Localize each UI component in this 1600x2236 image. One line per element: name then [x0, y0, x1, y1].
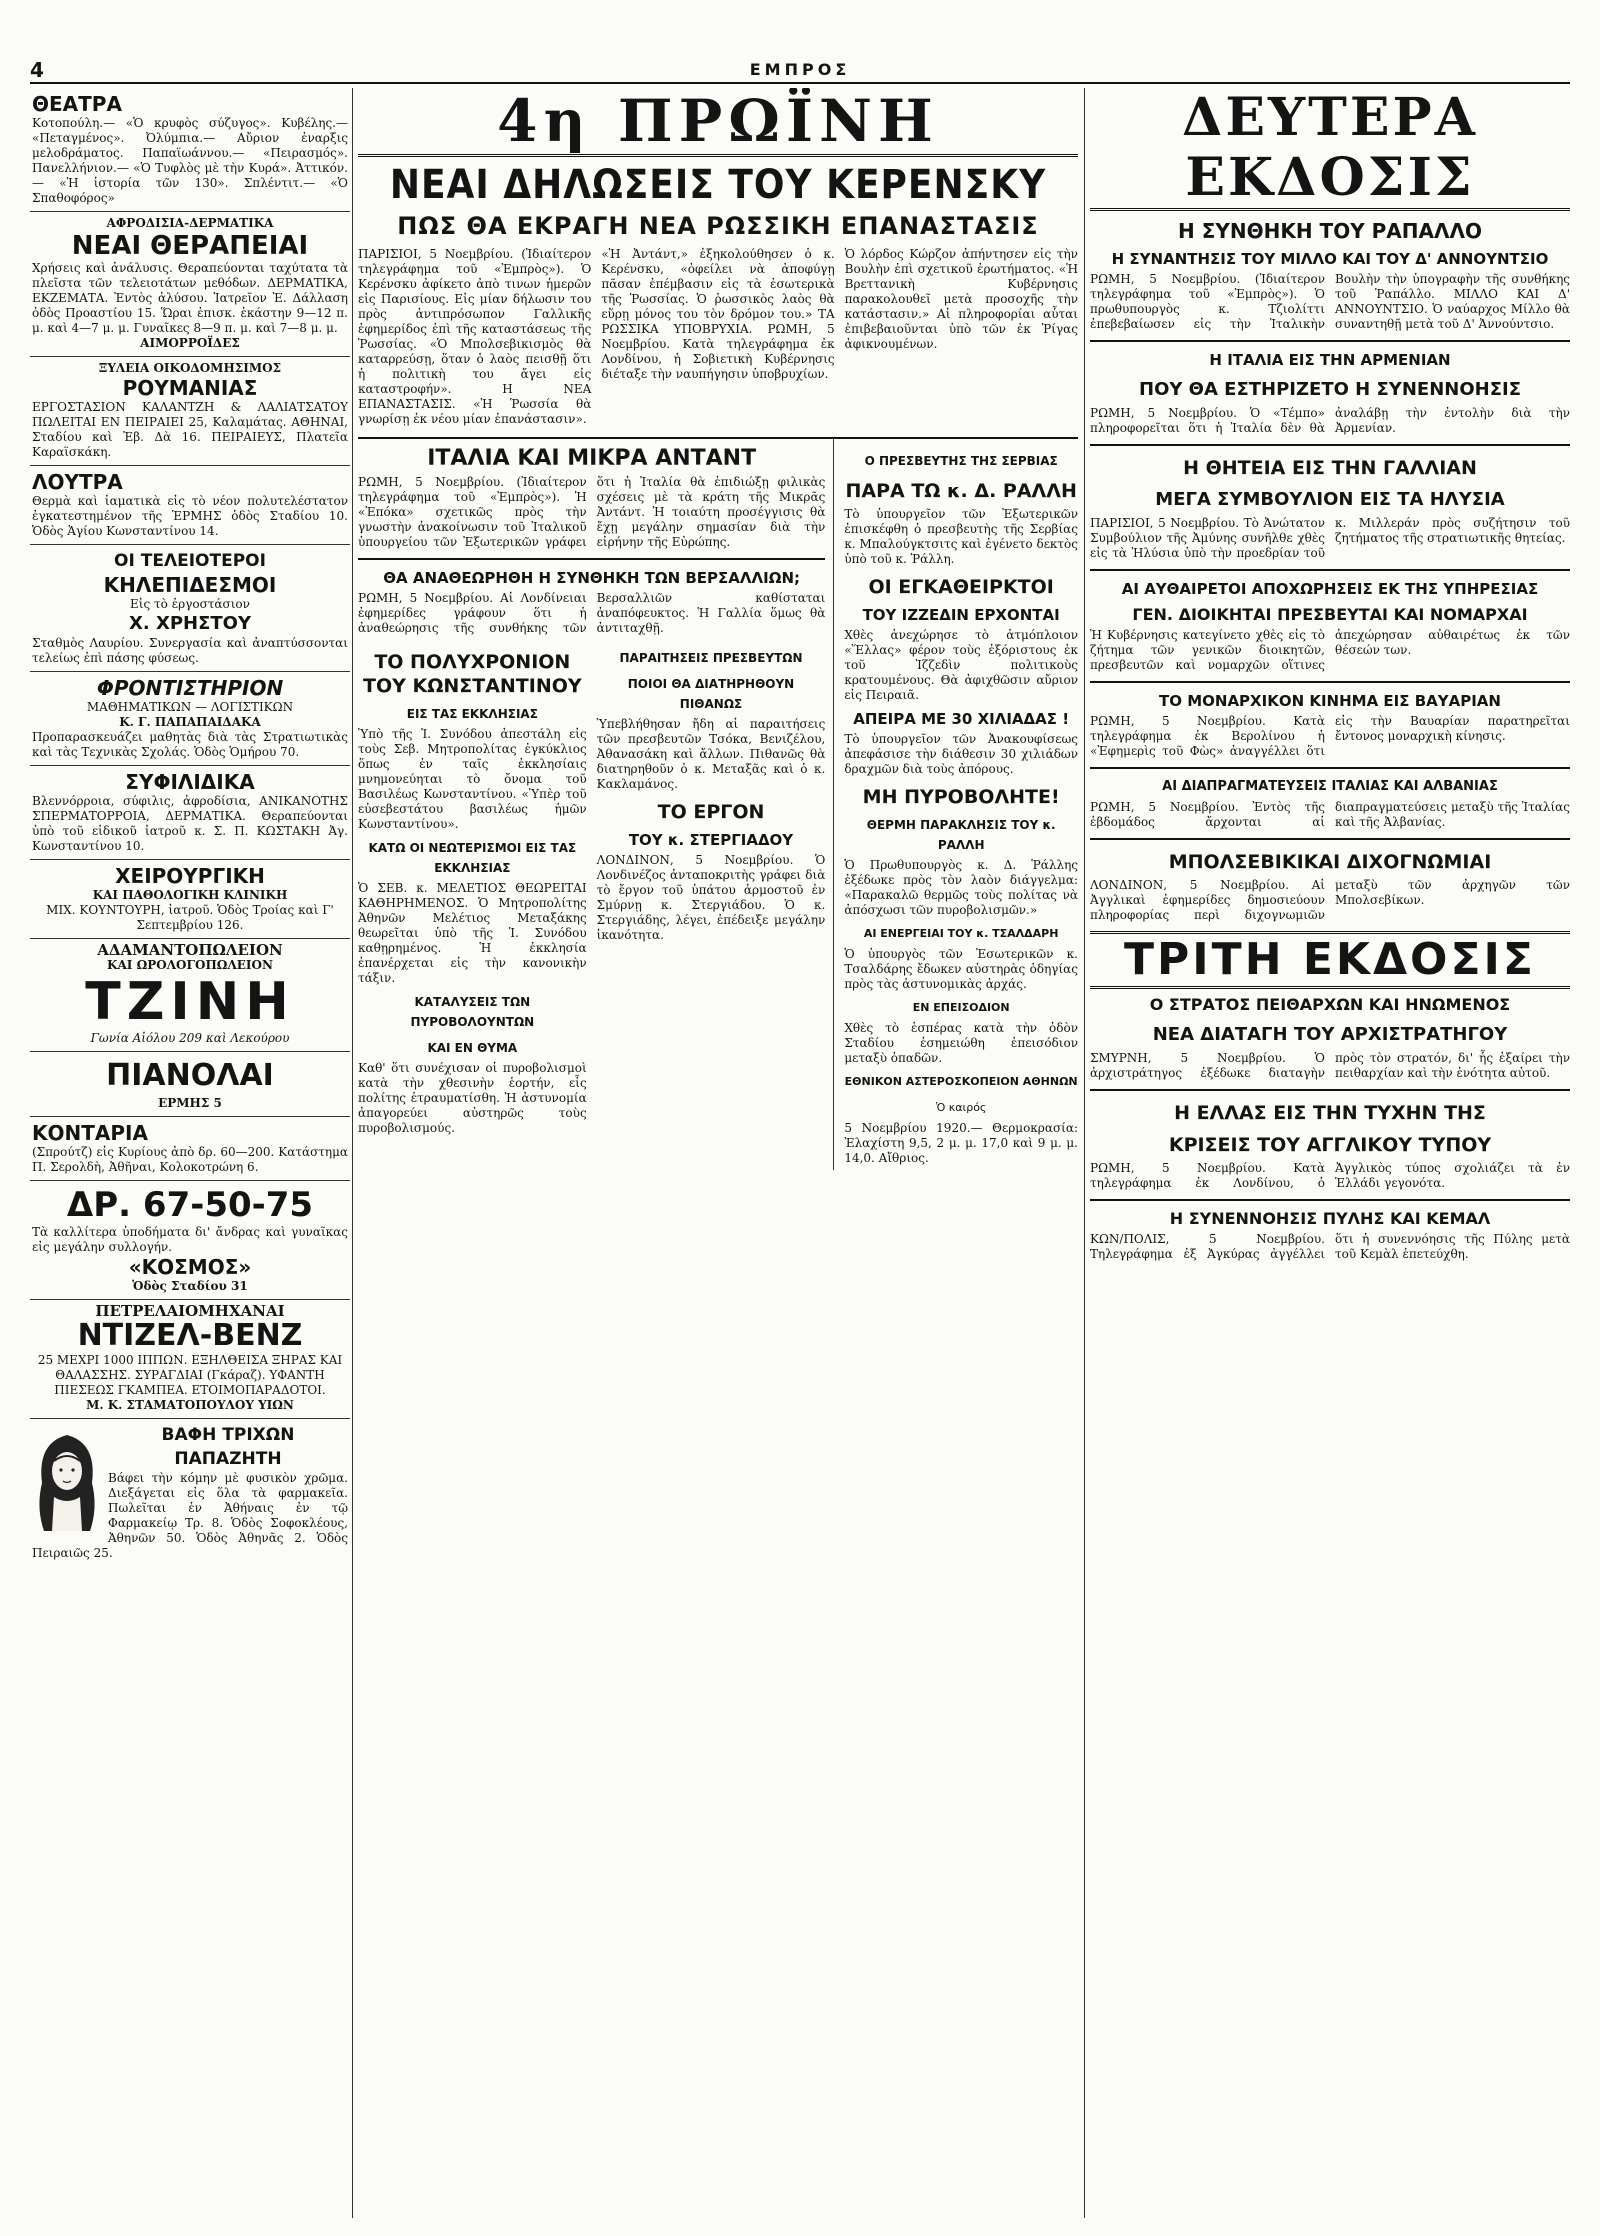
column-divider	[352, 88, 353, 2218]
paper-name: ΕΜΠΡΟΣ	[749, 60, 851, 79]
kemal-text: ΚΩΝ/ΠΟΛΙΣ, 5 Νοεμβρίου. Τηλεγράφημα ἐξ Ἀγκύρας ἀγγέλλει ὅτι ἡ συνεννόησις τῆς Πύλης μετὰ τοῦ Κεμὰλ ἐπετεύχθη.	[1090, 1232, 1570, 1261]
ad-title: ΑΔΑΜΑΝΤΟΠΩΛΕΙΟΝ	[97, 941, 283, 959]
theatre-listings	[30, 88, 350, 212]
ad-sub: ΚΑΙ ΠΑΘΟΛΟΓΙΚΗ ΚΛΙΝΙΚΗ	[92, 888, 288, 902]
ad-sub: ΜΑΘΗΜΑΤΙΚΩΝ — ΛΟΓΙΣΤΙΚΩΝ	[86, 700, 294, 714]
asteroskopeio-text: 5 Νοεμβρίου 1920.— Θερμοκρασία: Ἐλαχίστη 9,5, 2 μ. μ. 17,0 καὶ 9 μ. μ. 14,0. Αἴθριος.	[844, 1121, 1078, 1165]
armenia-section	[1090, 340, 1570, 436]
masthead-rule	[30, 82, 1570, 84]
woman-portrait-icon	[32, 1423, 102, 1533]
ellas-text: ΡΩΜΗ, 5 Νοεμβρίου. Κατὰ τηλεγράφημα ἐκ Λονδίνου, ὁ Ἀγγλικὸς τύπος σχολιάζει τὰ ἐν Ἑλλάδι γεγονότα.	[1090, 1161, 1570, 1190]
ad-tzini	[30, 939, 350, 1052]
ellas-sub: ΚΡΙΣΕΙΣ ΤΟΥ ΑΓΓΛΙΚΟΥ ΤΥΠΟΥ	[1168, 1134, 1492, 1156]
kemal-section	[1090, 1199, 1570, 1262]
ad-text: Βλεννόρροια, σύφιλις, ἀφροδίσια, ΑΝΙΚΑΝΟΤΗΣ ΣΠΕΡΜΑΤΟΡΡΟΙΑ, ΔΕΡΜΑΤΙΚΑ. Θεραπεύονται ὑπὸ τοῦ εἰδικοῦ ἰατροῦ κ. Σ. Π. ΚΩΣΤΑΚΗ Ἀγ. Κωνσταντίνου 10.	[32, 794, 348, 853]
ad-text: 25 ΜΕΧΡΙ 1000 ΙΠΠΩΝ. ΕΞΗΛΘΕΙΣΑ ΞΗΡΑΣ ΚΑΙ ΘΑΛΑΣΣΗΣ. ΣΥΡΑΓΔΙΑΙ (Γκάραζ). ΥΦΑΝΤΗ ΠΙΕΣΕΩΣ ΓΚΑΜΠΕΑ. ΕΤΟΙΜΟΠΑΡΑΔΟΤΟΙ.	[37, 1353, 343, 1397]
column-divider	[1084, 88, 1085, 2218]
bolshevik-section	[1090, 838, 1570, 923]
episodion-title: ΕΝ ΕΠΕΙΣΟΔΙΟΝ	[912, 1001, 1010, 1014]
sub-columns	[358, 642, 825, 1140]
bolshevik-title: ΜΠΟΛΣΕΒΙΚΙΚΑΙ ΔΙΧΟΓΝΩΜΙΑΙ	[1168, 851, 1492, 873]
ergon-title: ΤΟ ΕΡΓΟΝ	[657, 801, 765, 823]
albania-text: ΡΩΜΗ, 5 Νοεμβρίου. Ἐντὸς τῆς ἑβδομάδος ἄρχονται αἱ διαπραγματεύσεις μεταξὺ τῆς Ἰταλίας καὶ τῆς Ἀλβανίας.	[1090, 800, 1570, 829]
versailles-text: ΡΩΜΗ, 5 Νοεμβρίου. Αἱ Λονδίνειαι ἐφημερίδες γράφουν ὅτι ἡ ἀναθεώρησις τῆς συνθήκης τῶν Βερσαλλιῶν καθίσταται ἀναπόφευκτος. Ἡ Γαλλία ὅμως θὰ ἀντιταχθῇ.	[358, 591, 826, 635]
ad-title: ΣΥΦΙΛΙΔΙΚΑ	[125, 770, 255, 794]
sub-column-left	[358, 642, 587, 1140]
kataliseis-text: Καθ' ὅτι συνέχισαν οἱ πυροβολισμοὶ κατὰ τὴν χθεσινὴν ἑορτήν, εἷς πολίτης ἐτραυματίσθη. Ἡ ἀστυνομία ἀπαγορεύει αὐστηρῶς τοὺς πυροβολισμούς.	[358, 1061, 587, 1135]
ads-column	[30, 88, 350, 2218]
izzedin-sub: ΤΟΥ ΙΖΖΕΔΙΝ ΕΡΧΟΝΤΑΙ	[862, 606, 1060, 624]
ad-syfilidika	[30, 766, 350, 860]
edition-banner: 4η ΠΡΩΪΝΗ	[358, 88, 1078, 157]
neoterismoi-title: ΚΑΤΩ ΟΙ ΝΕΩΤΕΡΙΣΜΟΙ ΕΙΣ ΤΑΣ ΕΚΚΛΗΣΙΑΣ	[368, 841, 577, 875]
neoterismoi-text: Ὁ ΣΕΒ. κ. ΜΕΛΕΤΙΟΣ ΘΕΩΡΕΙΤΑΙ ΚΑΘΗΡΗΜΕΝΟΣ. Ὁ Μητροπολίτης Ἀθηνῶν Μελέτιος Μεταξάκης θεωρεῖται ὑπὸ τῆς Ἱ. Συνόδου καθῃρημένος. Ἡ ἐκκλησία ἐπανέρχεται εἰς τὴν κανονικὴν τάξιν.	[358, 881, 587, 985]
ad-pianolai	[30, 1052, 350, 1117]
ad-text: Θερμὰ καὶ ἰαματικὰ εἰς τὸ νέον πολυτελέστατον ἐγκατεστημένον τῆς ἙΡΜΗΣ ὁδὸς Σταδίου 10. Ὁδὸς Ἁγίου Κωνσταντίνου 14.	[32, 494, 348, 538]
rapallo-sub: Η ΣΥΝΑΝΤΗΣΙΣ ΤΟΥ ΜΙΛΛΟ ΚΑΙ ΤΟΥ Δ' ΑΝΝΟΥΝΤΣΙΟ	[1111, 250, 1549, 268]
apoxoriseis-text: Ἡ Κυβέρνησις κατεγίνετο χθὲς εἰς τὸ ζήτημα τῶν γενικῶν διοικητῶν, πρεσβευτῶν καὶ νομαρχῶν οἵτινες ἀπεχώρησαν αὐθαιρέτως ἐκ τῶν θέσεών των.	[1090, 628, 1570, 672]
apeira-title: ΑΠΕΙΡΑ ΜΕ 30 ΧΙΛΙΑΔΑΣ !	[853, 710, 1070, 728]
asteroskopeio-title: ΕΘΝΙΚΟΝ ΑΣΤΕΡΟΣΚΟΠΕΙΟΝ ΑΘΗΝΩΝ	[844, 1075, 1078, 1088]
edition-banner: ΔΕΥΤΕΡΑ ΕΚΔΟΣΙΣ	[1090, 88, 1570, 211]
ad-name: Χ. ΧΡΗΣΤΟΥ	[128, 613, 252, 634]
main-headline: ΝΕΑΙ ΔΗΛΩΣΕΙΣ ΤΟΥ ΚΕΡΕΝΣΚΥ	[389, 162, 1047, 208]
constantine-title: ΤΟ ΠΟΛΥΧΡΟΝΙΟΝ ΤΟΥ ΚΩΝΣΤΑΝΤΙΝΟΥ	[363, 651, 582, 697]
armenia-sub: ΠΟΥ ΘΑ ΕΣΤΗΡΙΖΕΤΟ Η ΣΥΝΕΝΝΟΗΣΙΣ	[1139, 379, 1521, 400]
ad-text: (Σπρούτζ) εἰς Κυρίους ἀπὸ δρ. 60—200. Κατάστημα Π. Σερολδὴ, Ἀθῆναι, Κολοκοτρώνη 6.	[32, 1145, 348, 1174]
ad-title: ΒΑΦΗ ΤΡΙΧΩΝ	[161, 1425, 295, 1445]
italy-text: ΡΩΜΗ, 5 Νοεμβρίου. (Ἰδιαίτερον τηλεγράφημα τοῦ «Ἐμπρὸς»). Ἡ «Ἐπόκα» σχετικῶς πρὸς τὴν γνωστὴν ἀνακοίνωσιν τοῦ Ἰταλικοῦ ὑπουργείου τῶν Ἐξωτερικῶν γράφει ὅτι ἡ Ἰταλία θὰ ἐπιδιώξῃ φιλικὰς σχέσεις μὲ τὰ κράτη τῆς Μικρᾶς Ἀντάντ. Ἡ τοιαύτη προσέγγισις θὰ ἔχῃ μεγάλην σημασίαν διὰ τὴν εἰρήνην τῆς Εὐρώπης.	[358, 475, 826, 549]
theatre-title: ΘΕΑΤΡΑ	[32, 92, 122, 116]
ad-title: ΑΦΡΟΔΙΣΙΑ-ΔΕΡΜΑΤΙΚΑ	[106, 216, 274, 230]
ad-sub: Εἰς τὸ ἐργοστάσιον	[130, 597, 250, 611]
bavaria-title: ΤΟ ΜΟΝΑΡΧΙΚΟΝ ΚΙΝΗΜΑ ΕΙΣ ΒΑΥΑΡΙΑΝ	[1159, 692, 1501, 710]
ad-highlight: ΑΙΜΟΡΡΟΪΔΕΣ	[140, 336, 240, 350]
stratos-sub: ΝΕΑ ΔΙΑΤΑΓΗ ΤΟΥ ΑΡΧΙΣΤΡΑΤΗΓΟΥ	[1152, 1024, 1508, 1045]
main-column	[358, 88, 1078, 2218]
ad-text: Χρήσεις καὶ ἀνάλυσις. Θεραπεύονται ταχύτατα τὰ πλεῖστα τῶν τελειοτάτων μεθόδων. ΔΕΡΜΑΤΙΚΑ, ΕΚΖΕΜΑΤΑ. Ἐντὸς ἀλύσου. Ἰατρεῖον Ἐ. Δάλλαση ὁδὸς Προαστίου 15. Ὥραι ἐπισκ. ἑκάστην 9—12 π. μ. καὶ 4—7 μ. μ. Γυναῖκες 8—9 π. μ. καὶ 7—8 μ. μ.	[32, 261, 348, 335]
main-subheadline: ΠΩΣ ΘΑ ΕΚΡΑΓΗ ΝΕΑ ΡΩΣΣΙΚΗ ΕΠΑΝΑΣΤΑΣΙΣ	[397, 212, 1039, 240]
lower-main	[358, 437, 1078, 1170]
ad-title: ΧΕΙΡΟΥΡΓΙΚΗ	[115, 864, 265, 888]
ad-headline: ΝΕΑΙ ΘΕΡΑΠΕΙΑΙ	[71, 231, 309, 261]
lower-right	[844, 439, 1078, 1170]
armenia-title: Η ΙΤΑΛΙΑ ΕΙΣ ΤΗΝ ΑΡΜΕΝΙΑΝ	[1209, 351, 1451, 369]
ad-vafi-trixon	[30, 1419, 350, 1566]
ad-kilepidesmoi	[30, 545, 350, 672]
kataliseis-sub: ΚΑΙ ΕΝ ΘΥΜΑ	[427, 1041, 518, 1055]
ad-name: Κ. Γ. ΠΑΠΑΠΑΙΔΑΚΑ	[119, 715, 261, 729]
versailles-title: ΘΑ ΑΝΑΘΕΩΡΗΘΗ Η ΣΥΝΘΗΚΗ ΤΩΝ ΒΕΡΣΑΛΛΙΩΝ;	[383, 569, 801, 587]
ad-text: ΜΙΧ. ΚΟΥΝΤΟΥΡΗ, ἰατροῦ. Ὁδὸς Τροίας καὶ Γ' Σεπτεμβρίου 126.	[46, 903, 334, 932]
ad-text: Προπαρασκευάζει μαθητὰς διὰ τὰς Στρατιωτικὰς καὶ τὰς Τεχνικὰς Σχολάς. Ὁδὸς Ὁμήρου 70.	[32, 730, 348, 759]
ad-headline: ΔΡ. 67-50-75	[66, 1185, 314, 1225]
albania-section	[1090, 767, 1570, 830]
izzedin-title: ΟΙ ΕΓΚΑΘΕΙΡΚΤΟΙ	[868, 576, 1054, 598]
bavaria-section	[1090, 681, 1570, 759]
ad-name: ΠΑΠΑΖΗΤΗ	[174, 1449, 282, 1469]
apoxoriseis-title: ΑΙ ΑΥΘΑΙΡΕΤΟΙ ΑΠΟΧΩΡΗΣΕΙΣ ΕΚ ΤΗΣ ΥΠΗΡΕΣΙΑΣ	[1121, 580, 1539, 598]
ad-sub: ΕΡΜΗΣ 5	[158, 1096, 222, 1110]
ad-frontistirion	[30, 672, 350, 766]
ad-headline: ΚΗΛΕΠΙΔΕΣΜΟΙ	[103, 573, 277, 597]
ad-kontaria	[30, 1117, 350, 1181]
apeira-text: Τὸ ὑπουργεῖον τῶν Ἀνακουφίσεως ἀπεφάσισε τὴν διάθεσιν 30 χιλιάδων δραχμῶν διὰ τοὺς ἀπόρους.	[844, 732, 1078, 776]
ad-title: ΟΙ ΤΕΛΕΙΟΤΕΡΟΙ	[114, 551, 266, 571]
thiteia-title: Η ΘΗΤΕΙΑ ΕΙΣ ΤΗΝ ΓΑΛΛΙΑΝ	[1183, 457, 1477, 479]
ad-text: ΕΡΓΟΣΤΑΣΙΟΝ ΚΑΛΑΝΤΖΗ & ΛΑΛΙΑΤΣΑΤΟΥ ΠΩΛΕΙΤΑΙ ΕΝ ΠΕΙΡΑΙΕΙ 25, Καλαμάτας. ΑΘΗΝΑΙ, Σταδίου καὶ Ἐβ. Δὰ 16. ΠΕΙΡΑΙΕΥΣ, Πλατεῖα Καραϊσκάκη.	[32, 400, 348, 459]
mi-text: Ὁ Πρωθυπουργὸς κ. Δ. Ῥάλλης ἐξέδωκε πρὸς τὸν λαὸν διάγγελμα: «Παρακαλῶ θερμῶς τοὺς πολίτας νὰ ἀπόσχωσι τῶν πυροβολισμῶν.»	[844, 858, 1078, 917]
article-text: ΠΑΡΙΣΙΟΙ, 5 Νοεμβρίου. (Ἰδιαίτερον τηλεγράφημα τοῦ «Ἐμπρὸς»). Ὁ Κερένσκυ ἀφίκετο ἀπὸ τινων ἡμερῶν εἰς Παρισίους. Εἰς μίαν δήλωσιν του πρὸς ἀντιπρόσωπον Γαλλικῆς ἐφημερίδος ἐπὶ τῆς καταστάσεως τῆς Ῥωσσίας. «Ὁ Μπολσεβικισμὸς θὰ καταρρεύσῃ, ὅταν ὁ λαὸς πεισθῇ ὅτι ἡ πολιτικὴ του ἄγει εἰς καταστροφήν». Η ΝΕΑ ΕΠΑΝΑΣΤΑΣΙΣ. «Ἡ Ῥωσσία θὰ γνωρίσῃ ἐκ νέου μίαν ἐπανάστασιν».	[358, 247, 592, 426]
ad-address: Ὁδὸς Σταδίου 31	[132, 1279, 248, 1293]
episodion-text: Χθὲς τὸ ἑσπέρας κατὰ τὴν ὁδὸν Σταδίου ἐσημειώθη ἐπεισόδιον μεταξὺ ὀπαδῶν.	[844, 1021, 1078, 1065]
ad-headline: ΤΖΙΝΗ	[85, 972, 295, 1032]
thiteia-text: ΠΑΡΙΣΙΟΙ, 5 Νοεμβρίου. Τὸ Ἀνώτατον Συμβούλιον τῆς Ἀμύνης συνῆλθε χθὲς εἰς τὰ Ἠλύσια ὑπὸ τὴν προεδρίαν τοῦ κ. Μιλλεράν πρὸς συζήτησιν τοῦ ζητήματος τῆς στρατιωτικῆς θητείας.	[1090, 516, 1570, 560]
albania-title: ΑΙ ΔΙΑΠΡΑΓΜΑΤΕΥΣΕΙΣ ΙΤΑΛΙΑΣ ΚΑΙ ΑΛΒΑΝΙΑΣ	[1162, 779, 1498, 794]
ad-text: Βάφει τὴν κόμην μὲ φυσικὸν χρῶμα. Διεξάγεται εἰς ὅλα τὰ φαρμακεῖα. Πωλεῖται ἐν Ἀθήναις ἐν τῷ Φαρμακείῳ Τρ. 8. Ὁδὸς Σοφοκλέους, Ἀθηνῶν 50. Ὁδὸς Ἀθηνᾶς 2. Ὁδὸς Πειραιῶς 25.	[32, 1471, 348, 1560]
kerensky-article	[358, 247, 1078, 431]
rapallo-text: ΡΩΜΗ, 5 Νοεμβρίου. (Ἰδιαίτερον τηλεγράφημα τοῦ «Ἐμπρὸς»). Ὁ πρωθυπουργὸς κ. Τζιολίττι ἐπεβεβαίωσεν εἰς τὴν Ἰταλικὴν Βουλὴν τὴν ὑπογραφὴν τῆς συνθήκης τοῦ Ῥαπάλλο. ΜΙΛΛΟ ΚΑΙ Δ' ΑΝΝΟΥΝΤΣΙΟ. Ὁ ναύαρχος Μίλλο θὰ συναντηθῇ μετὰ τοῦ Δ' Ἀννούντσιο.	[1090, 272, 1570, 331]
second-edition-column	[1090, 88, 1570, 2218]
ad-text: Τὰ καλλίτερα ὑποδήματα δι' ἄνδρας καὶ γυναῖκας εἰς μεγάλην συλλογήν.	[32, 1225, 348, 1254]
pres-title: ΠΑΡΑΙΤΗΣΕΙΣ ΠΡΕΣΒΕΥΤΩΝ	[619, 651, 803, 665]
lower-left	[358, 439, 834, 1170]
pres-text: Ὑπεβλήθησαν ἤδη αἱ παραιτήσεις τῶν πρεσβευτῶν Τσόκα, Βενιζέλου, Ἀθανασάκη καὶ ἄλλων. Πιθανῶς θὰ διατηρηθοῦν ὁ κ. Μεταξᾶς καὶ ὁ κ. Κακλαμάνος.	[596, 717, 826, 791]
ad-name: «ΚΟΣΜΟΣ»	[128, 1255, 252, 1279]
ad-title: ΠΕΤΡΕΛΑΙΟΜΗΧΑΝΑΙ	[95, 1302, 285, 1320]
constantine-text: Ὑπὸ τῆς Ἱ. Συνόδου ἀπεστάλη εἰς τοὺς Σεβ. Μητροπολίτας ἐγκύκλιος ὅπως ἐν ταῖς ἐκκλησίαις μνημονεύηται τὸ ὄνομα τοῦ Βασιλέως Κωνσταντίνου. «Ὑπὲρ τοῦ εὐσεβεστάτου βασιλέως ἡμῶν Κωνσταντίνου».	[358, 727, 587, 831]
ad-title: ΦΡΟΝΤΙΣΤΗΡΙΟΝ	[96, 676, 284, 700]
bavaria-text: ΡΩΜΗ, 5 Νοεμβρίου. Κατὰ τηλεγράφημα ἐκ Βερολίνου ἡ «Ἐφημερὶς τοῦ Φὼς» ἀναγγέλλει ὅτι εἰς τὴν Βαυαρίαν παρατηρεῖται ἔντονος μοναρχικὴ κίνησις.	[1090, 714, 1570, 758]
sub-column-right	[597, 642, 826, 1140]
masthead	[30, 58, 1570, 80]
armenia-text: ΡΩΜΗ, 5 Νοεμβρίου. Ὁ «Τέμπο» πληροφορεῖται ὅτι ἡ Ἰταλία δὲν θὰ ἀναλάβῃ τὴν ἐντολὴν διὰ τὴν Ἀρμενίαν.	[1090, 406, 1570, 435]
ellas-section	[1090, 1089, 1570, 1191]
ad-name: Μ. Κ. ΣΤΑΜΑΤΟΠΟΥΛΟΥ ΥΙΩΝ	[86, 1398, 294, 1412]
serbia-title: Ο ΠΡΕΣΒΕΥΤΗΣ ΤΗΣ ΣΕΡΒΙΑΣ	[864, 454, 1058, 468]
serbia-text: Τὸ ὑπουργεῖον τῶν Ἐξωτερικῶν ἐπισκέφθη ὁ πρεσβευτὴς τῆς Σερβίας κ. Μπαλούγκτσιτς καὶ ἐγένετο δεκτὸς ὑπὸ τοῦ κ. Ῥάλλη.	[844, 507, 1078, 566]
asteroskopeio-sub: Ὁ καιρός	[935, 1101, 987, 1114]
versailles-section	[358, 558, 825, 636]
ad-text: Σταθμὸς Λαυρίου. Συνεργασία καὶ ἀναπτύσσονται τελείως ἐπὶ πάσης φύσεως.	[32, 636, 348, 665]
ad-headline: ΠΙΑΝΟΛΑΙ	[106, 1058, 274, 1093]
thiteia-sub: ΜΕΓΑ ΣΥΜΒΟΥΛΙΟΝ ΕΙΣ ΤΑ ΗΛΥΣΙΑ	[1155, 489, 1505, 510]
ad-diesel	[30, 1300, 350, 1419]
italy-title: ΙΤΑΛΙΑ ΚΑΙ ΜΙΚΡΑ ΑΝΤΑΝΤ	[427, 446, 757, 471]
kataliseis-title: ΚΑΤΑΛΥΣΕΙΣ ΤΩΝ ΠΥΡΟΒΟΛΟΥΝΤΩΝ	[410, 995, 535, 1029]
apoxoriseis-section	[1090, 569, 1570, 673]
ad-xeirourgiki	[30, 860, 350, 939]
ad-xyleia	[30, 357, 350, 466]
ad-title: ΛΟΥΤΡΑ	[32, 470, 123, 494]
ad-title: ΚΟΝΤΑΡΙΑ	[32, 1121, 148, 1145]
ergon-text: ΛΟΝΔΙΝΟΝ, 5 Νοεμβρίου. Ὁ Λονδινέζος ἀνταποκριτὴς γράφει διὰ τὸ ἔργον τοῦ ὑπάτου ἀρμοστοῦ ἐν Σμύρνῃ κ. Στεργιάδου. Ὁ κ. Στεργιάδης, λέγει, ἐπέδειξε μεγάλην ἱκανότητα.	[596, 853, 826, 942]
apoxoriseis-sub: ΓΕΝ. ΔΙΟΙΚΗΤΑΙ ΠΡΕΣΒΕΥΤΑΙ ΚΑΙ ΝΟΜΑΡΧΑΙ	[1132, 605, 1528, 624]
ad-loutra	[30, 466, 350, 545]
ad-dermatika	[30, 212, 350, 357]
thiteia-section	[1090, 444, 1570, 561]
third-edition-banner: ΤΡΙΤΗ ΕΚΔΟΣΙΣ	[1090, 931, 1570, 989]
theatre-text: Κοτοπούλη.— «Ὁ κρυφὸς σύζυγος». Κυβέλης.— «Πεταγμένος». Ὀλύμπια.— Αὔριον ἐναρξις μελοδράματος. Παπαϊωάννου.— «Πειρασμός». Πανελλήνιον.— «Ὁ Τυφλὸς μὲ τὴν Κυρά». Ἀττικόν.— «Ἡ ἱστορία τῶν 130». Σπλέντιτ.— «Ὁ Σπαθοφόρος»	[32, 116, 348, 205]
kemal-title: Η ΣΥΝΕΝΝΟΗΣΙΣ ΠΥΛΗΣ ΚΑΙ ΚΕΜΑΛ	[1169, 1209, 1491, 1228]
ad-headline: ΡΟΥΜΑΝΙΑΣ	[122, 376, 258, 400]
ergon-sub: ΤΟΥ κ. ΣΤΕΡΓΙΑΔΟΥ	[628, 831, 794, 849]
ad-text: Γωνία Αἰόλου 209 καὶ Λεκούρου	[90, 1031, 290, 1045]
ad-headline: ΝΤΙΖΕΛ-ΒΕΝΖ	[77, 1318, 303, 1353]
mi-sub: ΘΕΡΜΗ ΠΑΡΑΚΛΗΣΙΣ ΤΟΥ κ. ΡΑΛΛΗ	[866, 818, 1056, 852]
serbia-sub: ΠΑΡΑ ΤΩ κ. Δ. ΡΑΛΛΗ	[845, 480, 1077, 502]
stratos-text: ΣΜΥΡΝΗ, 5 Νοεμβρίου. Ὁ ἀρχιστράτηγος ἐξέδωκε διαταγὴν πρὸς τὸν στρατόν, δι' ἧς ἐξαίρει τὴν πειθαρχίαν καὶ τὴν ἑνότητα αὐτοῦ.	[1090, 1051, 1570, 1080]
ellas-title: Η ΕΛΛΑΣ ΕΙΣ ΤΗΝ ΤΥΧΗΝ ΤΗΣ	[1174, 1102, 1486, 1124]
ad-title: ΞΥΛΕΙΑ ΟΙΚΟΔΟΜΗΣΙΜΟΣ	[98, 361, 282, 375]
bolshevik-text: ΛΟΝΔΙΝΟΝ, 5 Νοεμβρίου. Αἱ Ἀγγλικαὶ ἐφημερίδες δημοσιεύουν πληροφορίας περὶ διχογνωμιῶν μεταξὺ τῶν ἀρχηγῶν τῶν Μπολσεβίκων.	[1090, 878, 1570, 922]
stratos-title: Ο ΣΤΡΑΤΟΣ ΠΕΙΘΑΡΧΩΝ ΚΑΙ ΗΝΩΜΕΝΟΣ	[1149, 995, 1511, 1014]
izzedin-text: Χθὲς ἀνεχώρησε τὸ ἀτμόπλοιον «Ἕλλας» φέρον τοὺς ἐξόριστους ἐκ τοῦ Ἰζζεδὶν πολιτικοὺς κρατουμένους. Θὰ ἀφιχθῶσιν αὔριον εἰς Πειραιᾶ.	[844, 628, 1078, 702]
article-text: Ὁ λόρδος Κώρζον ἀπήντησεν εἰς τὴν Βουλὴν ἐπὶ σχετικοῦ ἐρωτήματος. «Ἡ Βρεττανικὴ Κυβέρνησις παρακολουθεῖ μετὰ προσοχῆς τὴν κατάστασιν.» Αἱ πληροφορίαι αὗται ἐπιβεβαιοῦνται ὑπὸ τῶν ἐκ Ῥίγας ἀφικνουμένων.	[844, 247, 1078, 351]
article-text: «Ἡ Ἀντάντ,» ἐξηκολούθησεν ὁ κ. Κερένσκυ, «ὀφείλει νὰ ἀποφύγῃ πᾶσαν ἐπέμβασιν εἰς τὰ ἐσωτερικὰ τῆς Ῥωσσίας. Ὁ ῥωσσικὸς λαὸς θὰ εὕρῃ μόνος του τὸν δρόμον του.» ΤΑ ΡΩΣΣΙΚΑ ΥΠΟΒΡΥΧΙΑ. ΡΩΜΗ, 5 Νοεμβρίου. Κατὰ τηλεγράφημα ἐκ Λονδίνου, ἡ Σοβιετικὴ Κυβέρνησις διέταξε τὴν ναυπήγησιν ὑποβρυχίων.	[601, 247, 835, 381]
pres-sub: ΠΟΙΟΙ ΘΑ ΔΙΑΤΗΡΗΘΟΥΝ ΠΙΘΑΝΩΣ	[627, 677, 795, 711]
energeiai-title: ΑΙ ΕΝΕΡΓΕΙΑΙ ΤΟΥ κ. ΤΣΑΛΔΑΡΗ	[863, 927, 1059, 940]
mi-title: ΜΗ ΠΥΡΟΒΟΛΗΤΕ!	[862, 786, 1060, 808]
ad-kosmos	[30, 1181, 350, 1300]
ad-sub: ΚΑΙ ΩΡΟΛΟΓΟΠΩΛΕΙΟΝ	[107, 958, 273, 972]
page-number: 4	[30, 58, 44, 82]
constantine-sub: ΕΙΣ ΤΑΣ ΕΚΚΛΗΣΙΑΣ	[406, 707, 538, 721]
energeiai-text: Ὁ ὑπουργὸς τῶν Ἐσωτερικῶν κ. Τσαλδάρης ἔδωκεν αὐστηρὰς ὁδηγίας πρὸς τὰς ἀστυνομικὰς ἀρχάς.	[844, 947, 1078, 991]
rapallo-title: Η ΣΥΝΘΗΚΗ ΤΟΥ ΡΑΠΑΛΛΟ	[1178, 219, 1482, 243]
